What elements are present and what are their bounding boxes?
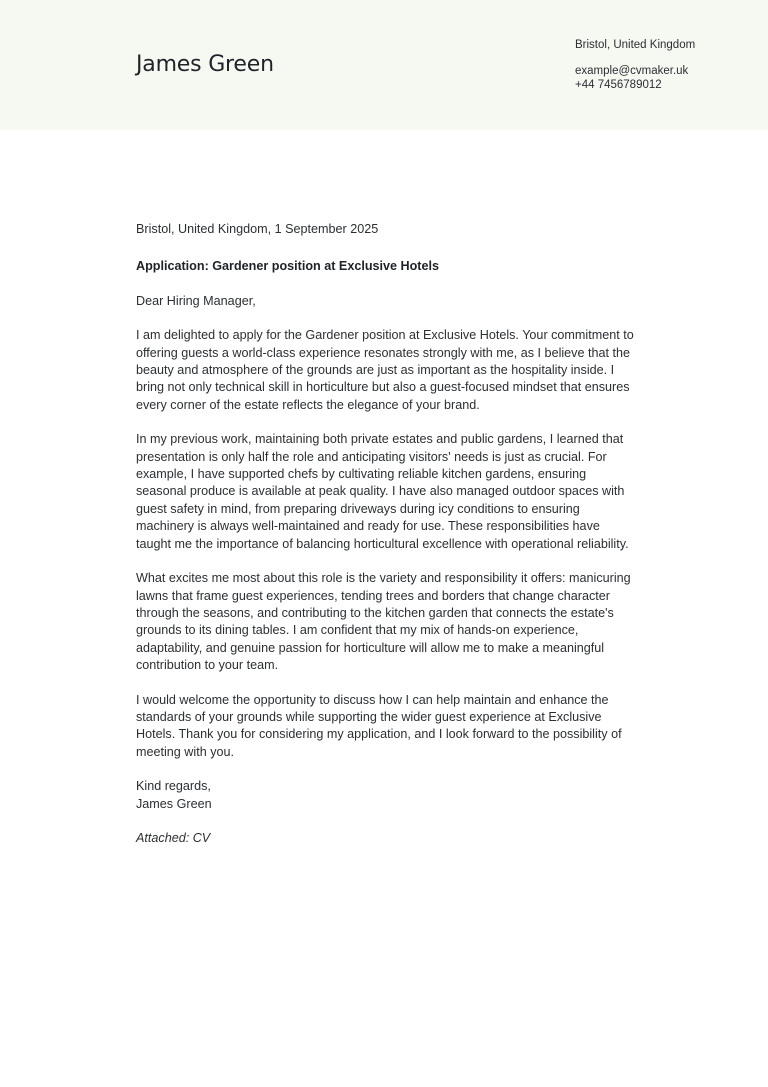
attachment-note: Attached: CV bbox=[136, 830, 211, 845]
contact-location: Bristol, United Kingdom bbox=[575, 39, 696, 51]
salutation: Dear Hiring Manager, bbox=[136, 293, 256, 308]
contact-email: example@cvmaker.uk bbox=[575, 65, 689, 77]
contact-block bbox=[575, 38, 695, 92]
letter-header bbox=[0, 0, 768, 130]
signature-name: James Green bbox=[136, 796, 212, 811]
paragraph-3: What excites me most about this role is the variety and responsibility it offers: manicuring lawns that frame guest experiences, tending trees and borders that change character through the seasons, and contributing to the kitchen garden that connects the estate's grounds to its dining tables. I am confident that my mix of hands-on experience, adaptability, and genuine passion for horticulture will allow me to make a meaningful contribution to your team. bbox=[136, 571, 631, 673]
paragraph-1: I am delighted to apply for the Gardener position at Exclusive Hotels. Your commitment to offering guests a world-class experience resonates strongly with me, as I believe that the beauty and atmosphere of the grounds are just as important as the hospitality inside. I bring not only technical skill in horticulture but also a guest-focused mindset that ensures every corner of the estate reflects the elegance of your brand. bbox=[136, 328, 634, 412]
paragraph-4: I would welcome the opportunity to discuss how I can help maintain and enhance the standards of your grounds while supporting the wider guest experience at Exclusive Hotels. Thank you for considering my application, and I look forward to the possibility of meeting with you. bbox=[136, 692, 622, 759]
paragraph-2: In my previous work, maintaining both private estates and public gardens, I learned that presentation is only half the role and anticipating visitors' needs is just as crucial. For example, I have supported chefs by cultivating reliable kitchen gardens, ensuring seasonal produce is available at peak quality. I have also managed outdoor spaces with guest safety in mind, from preparing driveways during icy conditions to ensuring machinery is always well-maintained and ready for use. These responsibilities have taught me the importance of balancing horticultural excellence with operational reliability. bbox=[136, 432, 629, 551]
letter-date: Bristol, United Kingdom, 1 September 2025 bbox=[136, 222, 379, 236]
applicant-name: James Green bbox=[136, 52, 274, 77]
letter-subject: Application: Gardener position at Exclusive Hotels bbox=[136, 259, 440, 274]
letter-body bbox=[136, 221, 636, 847]
contact-phone: +44 7456789012 bbox=[575, 79, 662, 91]
closing: Kind regards, bbox=[136, 779, 211, 794]
